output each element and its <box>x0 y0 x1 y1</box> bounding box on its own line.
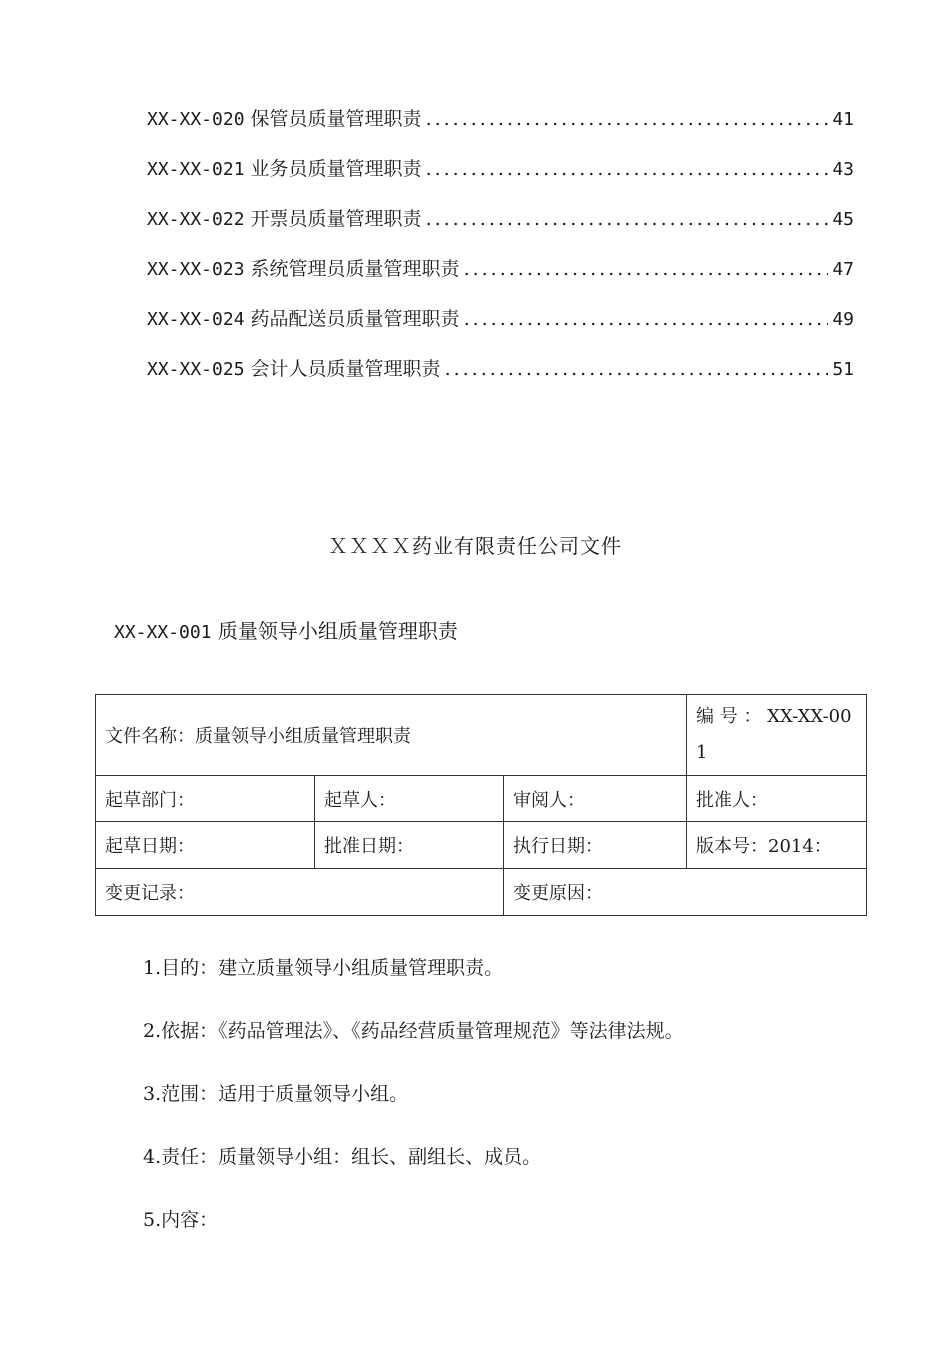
section-responsibility: 4.责任：质量领导小组：组长、副组长、成员。 <box>143 1146 542 1168</box>
toc-page-number: 41 <box>832 109 854 130</box>
toc-leader-dots <box>426 102 829 136</box>
toc-entry[interactable] <box>147 302 854 352</box>
change-record-cell: 变更记录： <box>96 869 504 916</box>
section-purpose: 1.目的：建立质量领导小组质量管理职责。 <box>143 957 504 979</box>
toc-code: XX-XX-024 <box>147 309 245 330</box>
execution-date-cell: 执行日期： <box>504 822 687 869</box>
toc-title: 开票员质量管理职责 <box>250 208 422 230</box>
section-basis: 2.依据：《药品管理法》、《药品经营质量管理规范》等法律法规。 <box>143 1020 684 1042</box>
company-document-title: ＸＸＸＸ药业有限责任公司文件 <box>328 534 622 558</box>
toc-code: XX-XX-020 <box>147 109 245 130</box>
draft-department-cell: 起草部门： <box>96 776 315 822</box>
toc-leader-dots <box>464 302 829 336</box>
toc-title: 会计人员质量管理职责 <box>250 358 441 380</box>
section-content: 5.内容： <box>143 1209 219 1231</box>
toc-title: 系统管理员质量管理职责 <box>250 258 460 280</box>
toc-page-number: 51 <box>832 359 854 380</box>
toc-title: 药品配送员质量管理职责 <box>250 308 460 330</box>
reviewer-cell: 审阅人： <box>504 776 687 822</box>
document-info-table <box>95 694 867 916</box>
toc-page-number: 47 <box>832 259 854 280</box>
toc-page-number: 45 <box>832 209 854 230</box>
toc-code: XX-XX-021 <box>147 159 245 180</box>
toc-code: XX-XX-025 <box>147 359 245 380</box>
document-code: XX-XX-001 <box>114 622 212 643</box>
toc-leader-dots <box>426 202 829 236</box>
toc-entry[interactable] <box>147 352 854 402</box>
toc-entry[interactable] <box>147 252 854 302</box>
toc-leader-dots <box>464 252 829 286</box>
toc-code: XX-XX-022 <box>147 209 245 230</box>
version-cell: 版本号：2014： <box>687 822 867 869</box>
toc-title: 业务员质量管理职责 <box>250 158 422 180</box>
toc-page-number: 49 <box>832 309 854 330</box>
toc-entry[interactable] <box>147 102 854 152</box>
toc-leader-dots <box>445 352 829 386</box>
draft-date-cell: 起草日期： <box>96 822 315 869</box>
document-body <box>143 950 863 1265</box>
table-of-contents <box>147 102 854 402</box>
document-number-cell: 编 号 ： XX-XX-001 <box>687 695 867 776</box>
section-scope: 3.范围：适用于质量领导小组。 <box>143 1083 409 1105</box>
toc-entry[interactable] <box>147 152 854 202</box>
document-heading <box>114 615 458 644</box>
toc-entry[interactable] <box>147 202 854 252</box>
toc-leader-dots <box>426 152 829 186</box>
file-name-cell: 文件名称：质量领导小组质量管理职责 <box>96 695 687 776</box>
approver-cell: 批准人： <box>687 776 867 822</box>
toc-code: XX-XX-023 <box>147 259 245 280</box>
approve-date-cell: 批准日期： <box>315 822 504 869</box>
document-title: 质量领导小组质量管理职责 <box>217 619 458 643</box>
toc-page-number: 43 <box>832 159 854 180</box>
toc-title: 保管员质量管理职责 <box>250 108 422 130</box>
change-reason-cell: 变更原因： <box>504 869 867 916</box>
drafter-cell: 起草人： <box>315 776 504 822</box>
